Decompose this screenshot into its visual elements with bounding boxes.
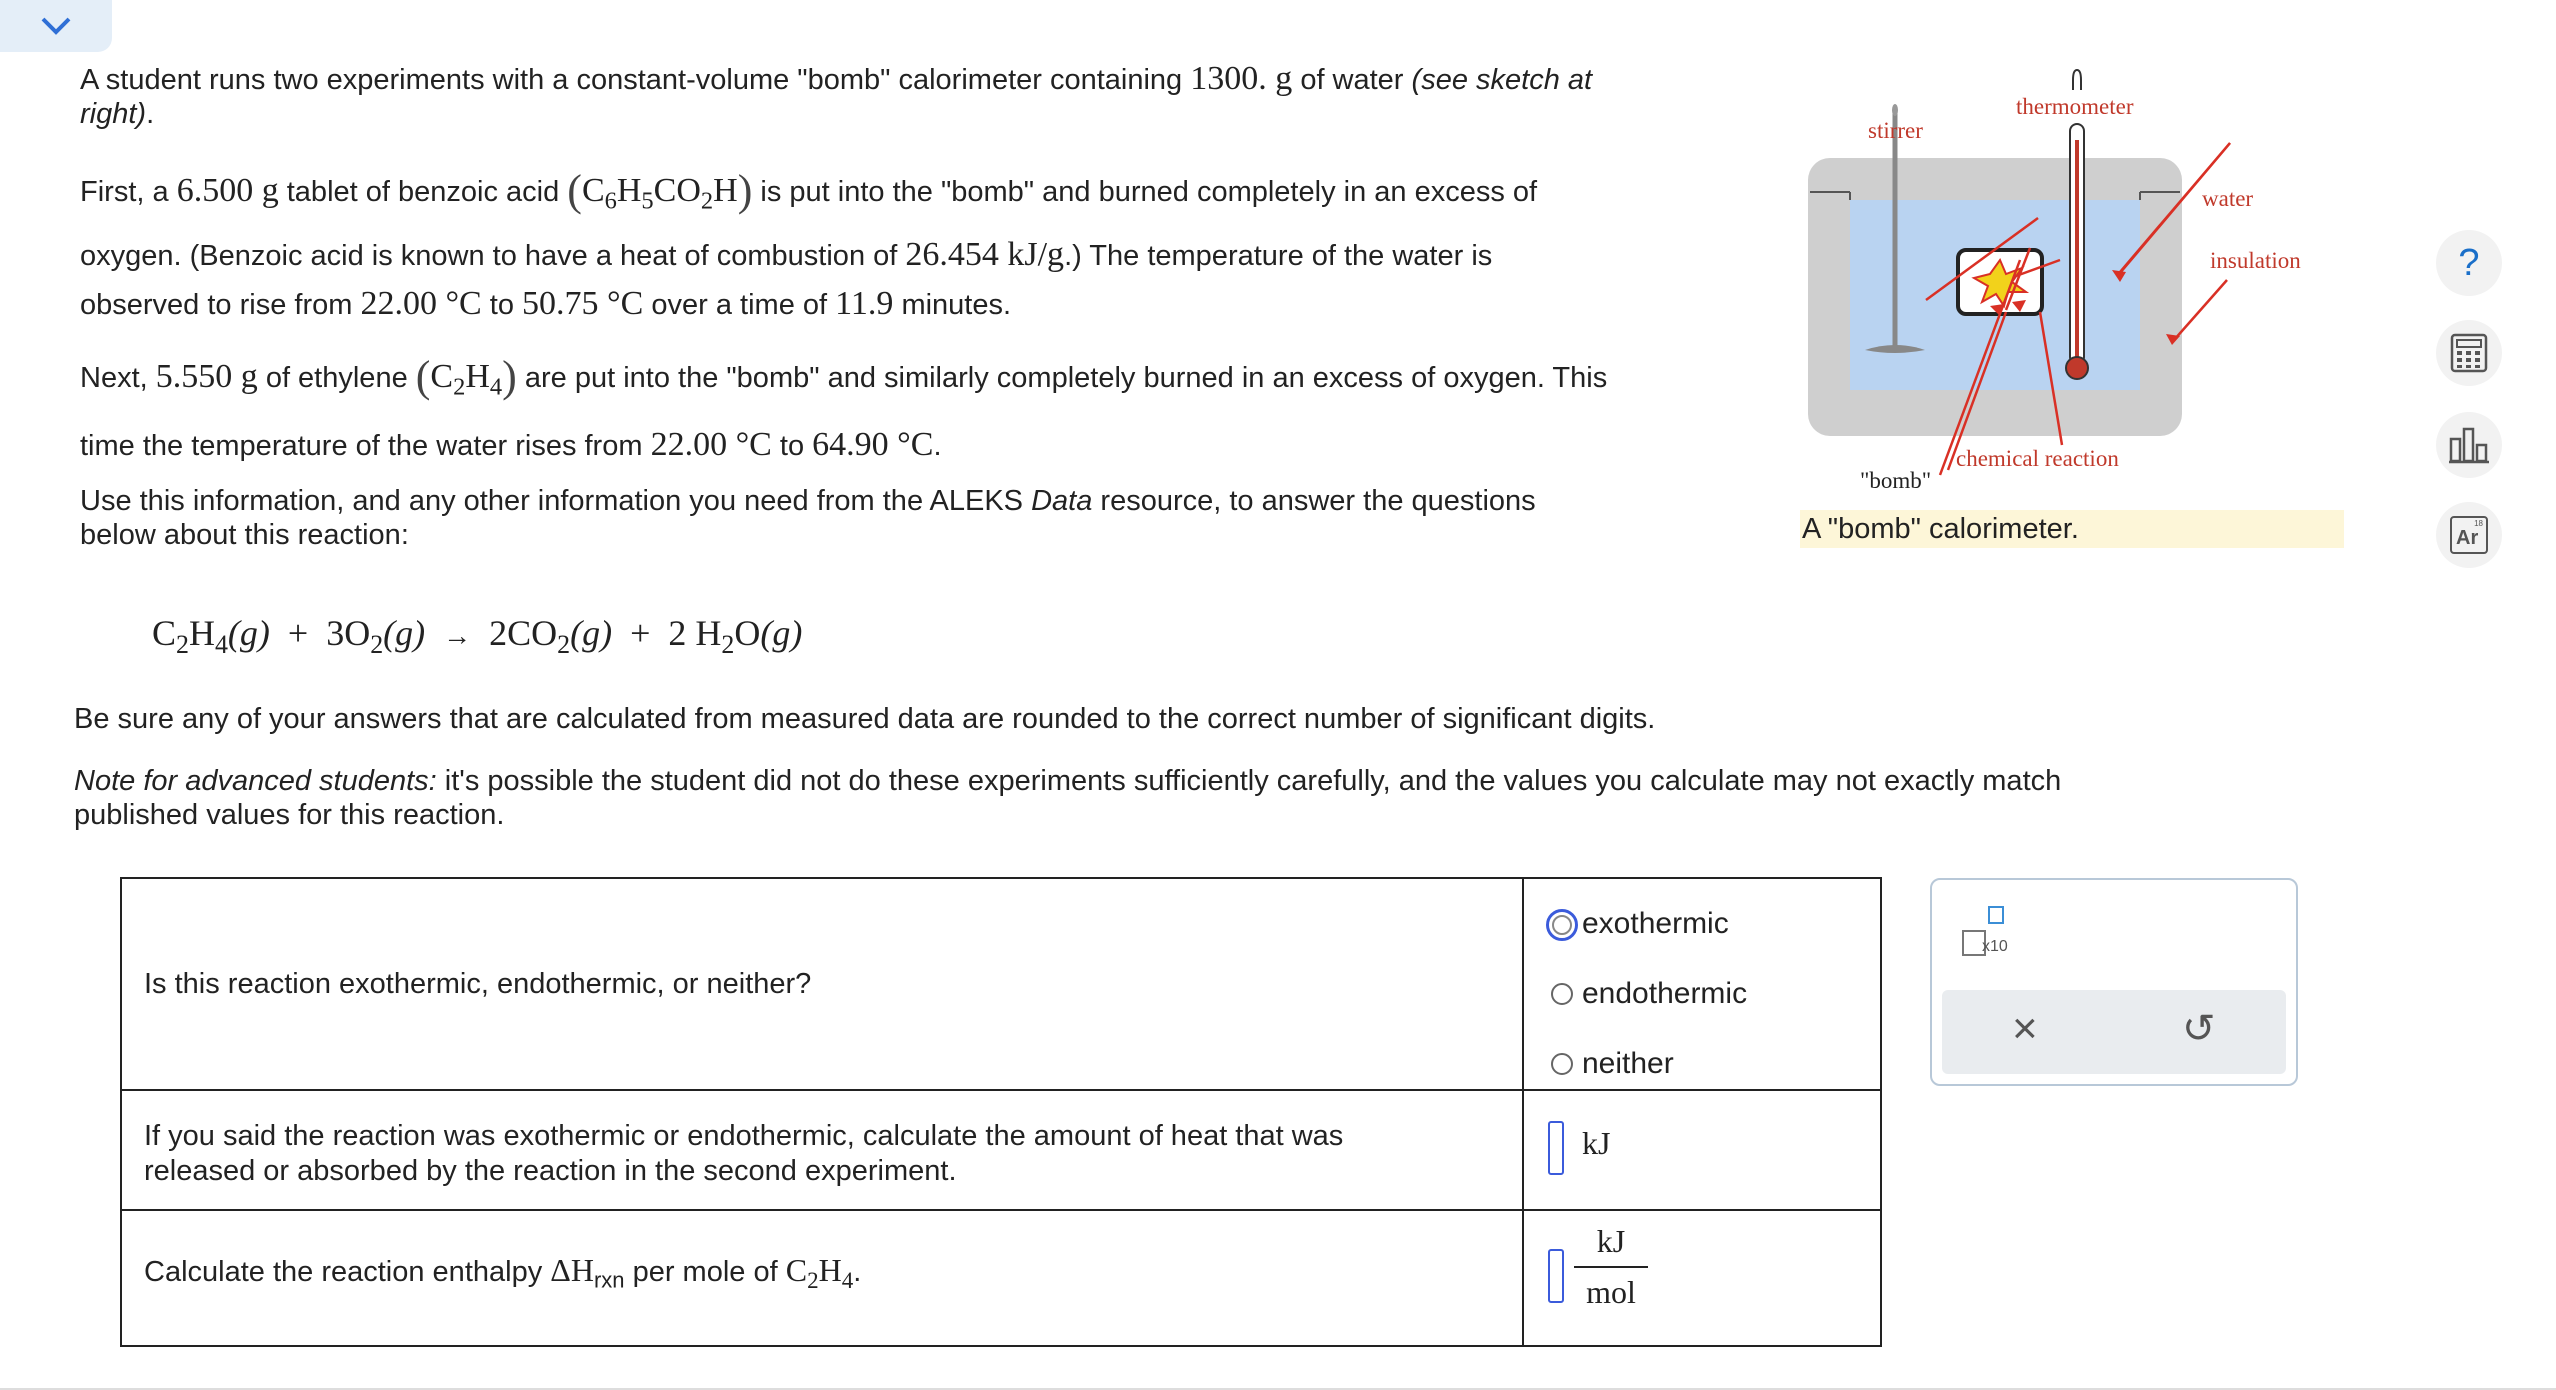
use-info-paragraph: Use this information, and any other information you need from the ALEKS Data resource, to answer the questions below about this reaction: (80, 485, 1536, 551)
help-button[interactable] (2436, 230, 2502, 296)
thermometer-label: thermometer (2016, 94, 2134, 119)
experiment-2-paragraph: Next, 5.550 g of ethylene $(C_2H_4)$ are put into the "bomb" and similarly completely burned in an excess of oxygen. This time the temperature of the water rises from 22.00 °C to 64.90 °C. (80, 352, 1608, 464)
advanced-note: Note for advanced students: it's possible the student did not do these experiments sufficiently carefully, and the values you calculate may not exactly match published values for this reaction. (74, 765, 2062, 831)
chevron-down-icon (39, 15, 73, 37)
question-row-3 (122, 1211, 1880, 1347)
insulation-label: insulation (2210, 248, 2301, 273)
answer-toolbox: x10 × ↺ (1930, 878, 2298, 1086)
radio-neither[interactable] (1551, 1053, 1573, 1075)
figure-caption: A "bomb" calorimeter. (1802, 513, 2079, 545)
heat-unit: kJ (1582, 1125, 1611, 1161)
label-exothermic[interactable]: exothermic (1582, 907, 1729, 940)
toolbox-actions (1942, 990, 2286, 1074)
periodic-table-icon: 18 Ar (2450, 516, 2488, 554)
sigfigs-note: Be sure any of your answers that are calculated from measured data are rounded to the correct number of significant digits. (74, 703, 1656, 735)
question-table (120, 877, 1882, 1347)
undo-button[interactable]: ↺ (2182, 1007, 2216, 1051)
collapse-button[interactable] (0, 0, 112, 52)
question-row-2 (122, 1091, 1880, 1211)
help-icon: ? (2458, 241, 2480, 284)
radio-exothermic[interactable] (1546, 909, 1578, 941)
radio-endothermic[interactable] (1551, 983, 1573, 1005)
intro-paragraph: A student runs two experiments with a constant-volume "bomb" calorimeter containing 1300. g of water (see sketch at right). (80, 60, 1593, 130)
stirrer-label: stirrer (1868, 118, 1923, 143)
water-label: water (2202, 186, 2254, 211)
reaction-equation: $C_2H_4(g) + 3O_2(g) \to 2CO_2(g) + 2$ $H_2O(g)$ (152, 613, 803, 659)
bomb-calorimeter-figure (1790, 50, 2410, 510)
heat-answer-input[interactable] (1548, 1121, 1564, 1175)
enthalpy-answer-input[interactable] (1548, 1249, 1564, 1303)
thermometer-bulb (2066, 357, 2088, 379)
data-resource-button[interactable] (2436, 412, 2502, 478)
question-3-text: Calculate the reaction enthalpy $\Delta H_{rxn}$ per mole of $C_2H_4$. (144, 1252, 862, 1293)
enthalpy-unit: kJ mol (1574, 1223, 1648, 1311)
periodic-table-button[interactable] (2436, 502, 2502, 568)
calculator-icon (2449, 333, 2489, 373)
question-2-text: If you said the reaction was exothermic or endothermic, calculate the amount of heat that was released or absorbed by the reaction in the second experiment. (144, 1120, 1344, 1187)
clear-button[interactable]: × (2012, 1004, 2038, 1053)
label-endothermic[interactable]: endothermic (1582, 977, 1748, 1010)
calculator-button[interactable] (2436, 320, 2502, 386)
experiment-1-paragraph: First, a 6.500 g tablet of benzoic acid $(C_6H_5CO_2H)$ is put into the "bomb" and burned completely in an excess of oxygen. (Benzoic acid is known to have a heat of combustion of 26.454 kJ/g.) The temperature of the water is observed to rise from 22.00 °C to 50.75 °C over a time of 11.9 minutes. (80, 166, 1538, 323)
bomb-label: "bomb" (1860, 468, 1932, 493)
bar-chart-icon (2448, 425, 2490, 465)
question-1-text: Is this reaction exothermic, endothermic, or neither? (144, 968, 812, 1000)
question-row-1 (122, 879, 1880, 1091)
figure-caption-bar (1800, 510, 2344, 548)
label-neither[interactable]: neither (1582, 1047, 1674, 1080)
chemical-reaction-label: chemical reaction (1956, 446, 2119, 471)
